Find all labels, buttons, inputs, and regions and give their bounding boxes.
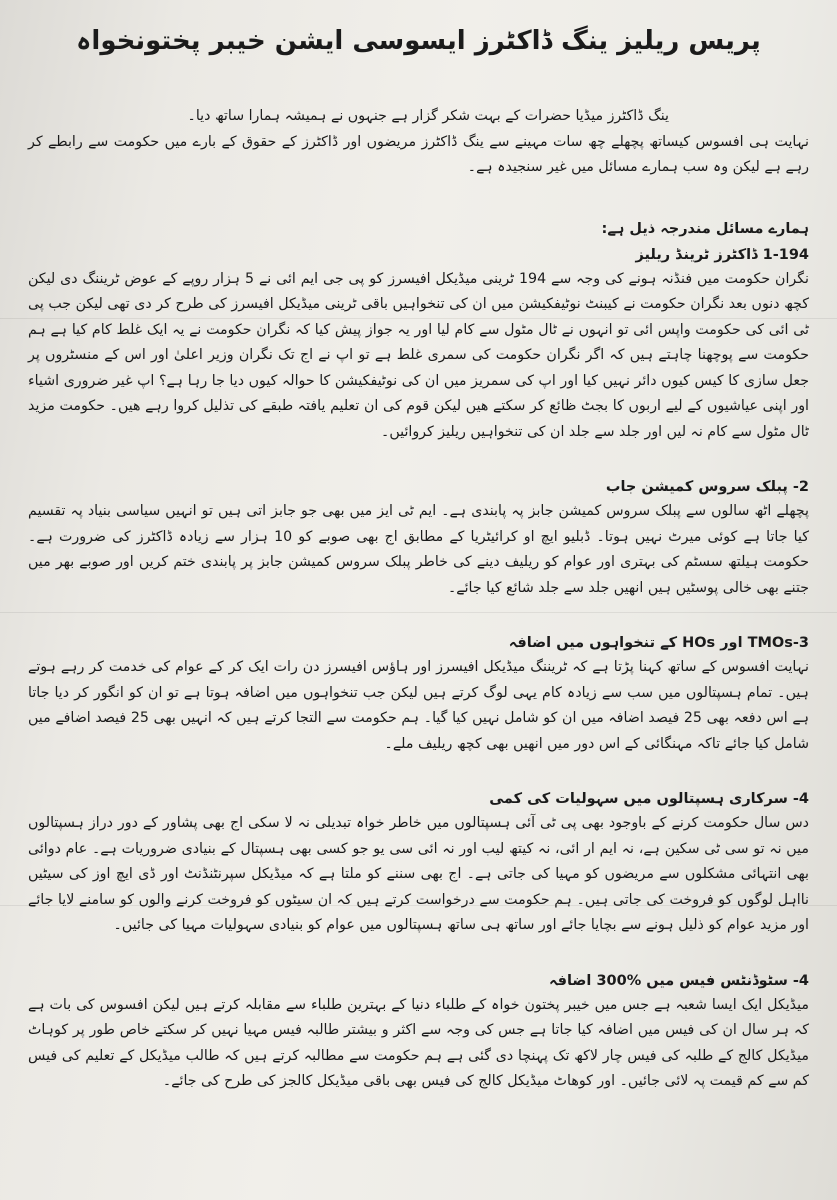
section-body: میڈیکل ایک ایسا شعبہ ہے جس میں خیبر پختون خواہ کے طلباء دنیا کے بہترین طلباء سے مقابلہ کرتے ہیں لیکن افسوس کی بات ہے کہ ہر سال ان کی فیس میں اضافہ کیا جاتا ہے جس کی وجہ سے اکثر و بیشتر طالبہ فیس مہیا نہیں کر سکتے خاص طور پر کوہاٹ میڈیکل کالج کے طلبہ کی فیس چار لاکھ تک پہنچا دی گئی ہے ہم حکومت سے مطالبہ کرتے ہیں کہ طالب میڈیکل کے تعلیم کی فیس کم سے کم قیمت پہ لائی جائیں۔ اور کوھاٹ میڈیکل کالج کی فیس بھی باقی میڈیکل کالجز کی طرح کی جائے۔ <box>28 996 809 1089</box>
section-student-fees <box>28 969 809 1095</box>
section-salary-increase <box>28 631 809 757</box>
section-trainee-doctors <box>28 243 809 446</box>
paper-fold-line <box>0 612 837 613</box>
section-hospital-facilities <box>28 787 809 939</box>
intro-thanks: ینگ ڈاکٹرز میڈیا حضرات کے بہت شکر گزار ہے جنہوں نے ہمیشہ ہمارا ساتھ دیا۔ <box>187 108 669 124</box>
section-public-service-commission <box>28 475 809 601</box>
section-heading: 3-TMOs اور HOs کے تنخواہوں میں اضافہ <box>508 635 809 651</box>
section-body: نگران حکومت میں فنڈنہ ہونے کی وجہ سے 194 ٹرینی میڈیکل افیسرز کو پی جی ایم ائی نے 5 ہزار روپے کے عوض ٹریننگ دی لیکن کچھ دنوں بعد نگران حکومت نے کیبنٹ نوٹیفکیشن میں ان کی تنخواہیں باقی ٹرینی میڈیکل افیسرز کی طرح کر دی تھی لیکن جب پی ٹی ائی کی حکومت واپس ائی تو انہوں نے ٹال مٹول سے کام لیا اور یہ جواز پیش کیا کہ نگران حکومت نے یہ ایک غلط کام کیا ہے ہم حکومت سے پوچھنا چاہتے ہیں کہ اگر نگران حکومت کی سمری غلط ہے تو اپ نے اج تک نگران وزیر اعلیٰ اور اس کے منسٹروں پر جعل سازی کا کیس کیوں دائر نہیں کیا اور اپ کی سمریز میں ان کی نوٹیفکیشن کا حوالہ کیوں دیا جا رہا ہے؟ اپ غیر ضروری اشیاء اور اپنی عیاشیوں کے لیے اربوں کا بجٹ ظائع کر سکتے ھیں لیکن قوم کی ان تعلیم یافتہ طبقے کی تذلیل کروا رہے ھیں۔ حکومت مزید ٹال مٹول سے کام نہ لیں اور جلد سے جلد ان کی تنخواہیں ریلیز کروائیں۔ <box>28 270 809 440</box>
section-heading: 4- سرکاری ہسپتالوں میں سہولیات کی کمی <box>489 791 809 807</box>
document-title: پریس ریلیز ینگ ڈاکٹرز ایسوسی ایشن خیبر پختونخواہ <box>76 26 761 56</box>
section-heading: 4- سٹوڈنٹس فیس میں %300 اضافہ <box>548 972 809 989</box>
section-body: دس سال حکومت کرنے کے باوجود بھی پی ٹی آئی ہسپتالوں میں خاطر خواہ تبدیلی نہ لا سکی اج بھی پشاور کے دور دراز ہسپتالوں میں نہ تو سی ٹی سکین ہے، نہ ایم ار ائی، نہ کیتھ لیب اور نہ ائی سی یو جو کسی بھی ہسپتال کے بنیادی ضروریات ہے۔ عام دوائی بھی انتہائی مشکلوں سے مریضوں کو مہیا کی جاتی ہے۔ اج بھی سننے کو ملتا ہے کہ میڈیکل سپرنٹنڈنٹ اور ڈی ایچ اوز کی سیٹیں نااہل لوگوں کو فروخت کی جاتی ہیں۔ ہم حکومت سے درخواست کرتے ہیں کہ ان سیٹوں کو فروخت کرنے والوں کو سامنے لایا جائے اور مزید عوام کو ذلیل ہونے سے بچایا جائے اور ساتھ ہی ساتھ ہسپتالوں میں عوام کو بنیادی سہولیات مہیا کی جائیں۔ <box>28 815 809 933</box>
section-heading: 2- پبلک سروس کمیشن جاب <box>605 479 809 495</box>
intro-regret: نہایت ہی افسوس کیساتھ پچھلے چھ سات مہینے سے ینگ ڈاکٹرز مریضوں اور ڈاکٹرز کے حقوق کے بارے میں حکومت سے رابطے کر رہے ہے لیکن وہ سب ہمارے مسائل میں غیر سنجیدہ ہے۔ <box>28 133 809 175</box>
paper-fold-line <box>0 318 837 319</box>
section-body: پچھلے اٹھ سالوں سے پبلک سروس کمیشن جابز پہ پابندی ہے۔ ایم ٹی ایز میں بھی جو جابز اتی ہیں تو انہیں سیاسی بنیاد پہ تقسیم کیا جاتا ہے کوئی میرٹ نہیں ہوتا۔ ڈبلیو ایچ او کرائیٹریا کے مطابق اج بھی صوبے کو 10 ہزار سے زیادہ ڈاکٹرز کی ضرورت ہے۔ حکومت ہیلتھ سسٹم کی بہتری اور عوام کو ریلیف دینے کی خاطر پبلک سروس کمیشن جابز پر پابندی ختم کریں اور صوبے بھر میں جتنے بھی خالی پوسٹیں ہیں انھیں جلد سے جلد شائع کیا جائے۔ <box>28 503 809 596</box>
problems-heading: ہمارے مسائل مندرجہ ذیل ہے: <box>601 220 809 237</box>
intro <box>28 104 809 181</box>
section-heading: 1-194 ڈاکٹرز ٹرینڈ ریلیز <box>635 246 809 263</box>
section-body: نہایت افسوس کے ساتھ کہنا پڑتا ہے کہ ٹریننگ میڈیکل افیسرز اور ہاؤس افیسرز دن رات ایک کر کے عوام کی خدمت کر رہے ہوتے ہیں۔ تمام ہسپتالوں میں سب سے زیادہ کام یہی لوگ کرتے ہیں لیکن جب تنخواہوں میں اضافہ ہوتا ہے تو ان کو انگور کر دیا جاتا ہے اس دفعہ بھی 25 فیصد اضافہ میں ان کو شامل نہیں کیا گیا۔ ہم حکومت سے التجا کرتے ہیں کہ انہیں بھی 25 فیصد اضافے میں شامل کیا جائے تاکہ مہنگائی کے اس دور میں انھیں بھی کچھ ریلیف ملے۔ <box>28 659 810 752</box>
paper-fold-line <box>0 905 837 906</box>
